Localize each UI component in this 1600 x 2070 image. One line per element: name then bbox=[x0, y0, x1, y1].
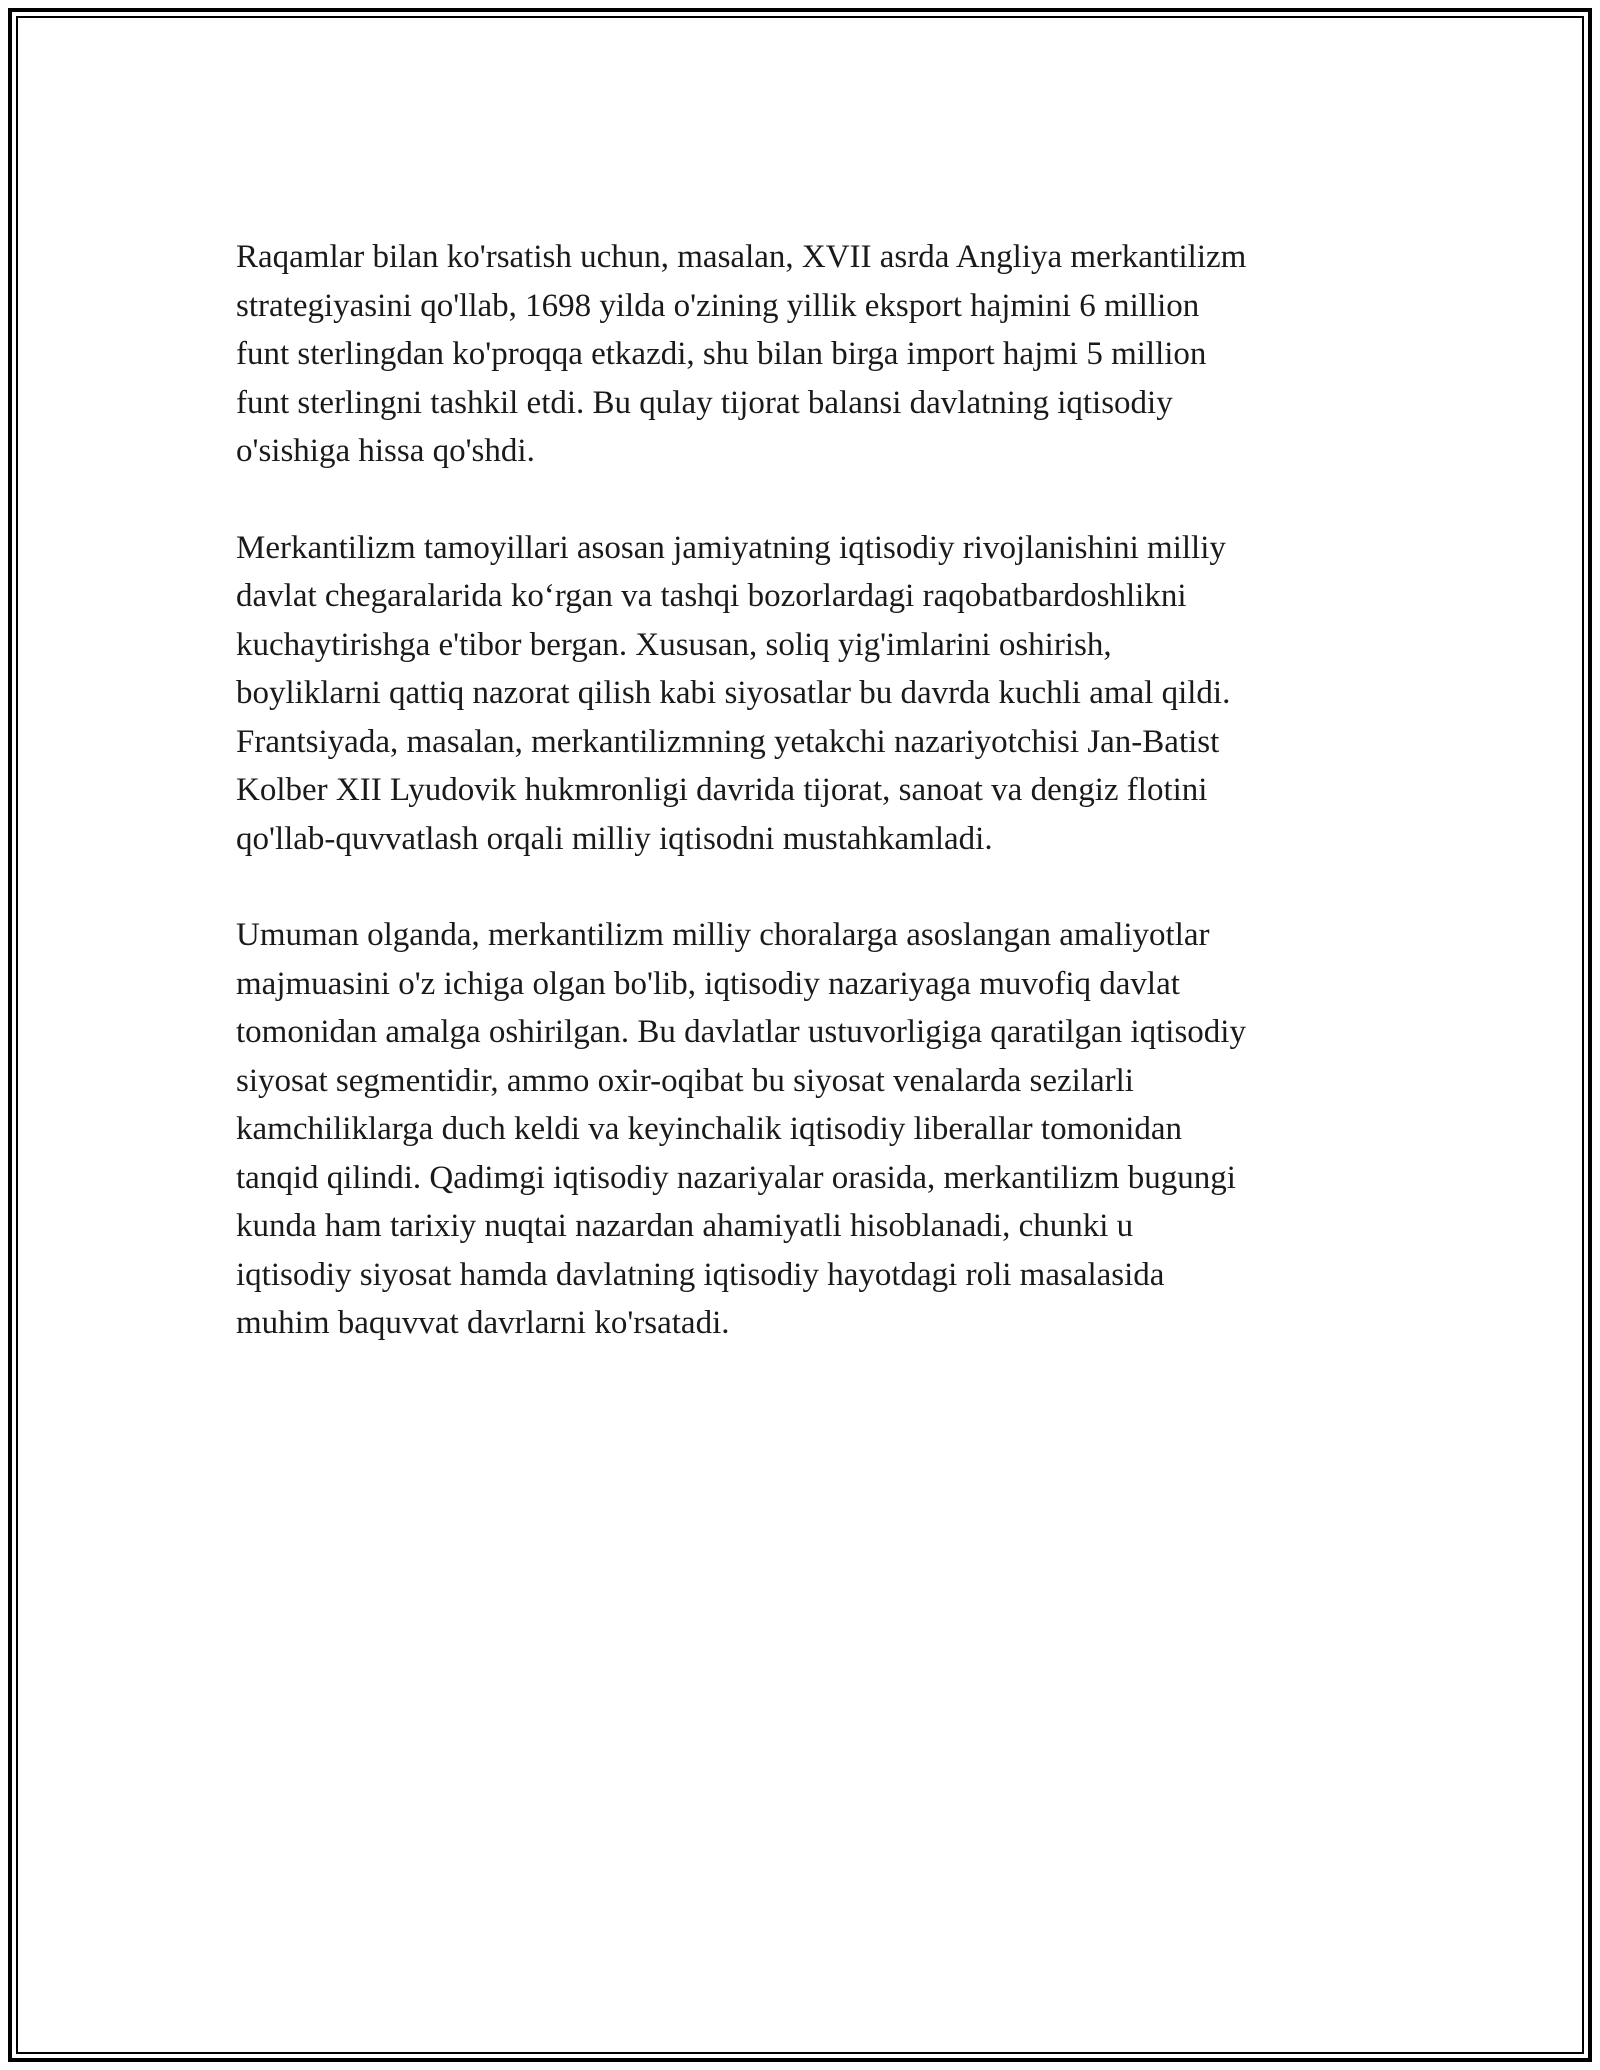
paragraph-3 bbox=[236, 911, 1376, 1348]
text-line: siyosat segmentidir, ammo oxir-oqibat bu siyosat venalarda sezilarli bbox=[236, 1062, 1134, 1099]
text-line: iqtisodiy siyosat hamda davlatning iqtisodiy hayotdagi roli masalasida bbox=[236, 1256, 1165, 1293]
text-line: o'sishiga hissa qo'shdi. bbox=[236, 433, 535, 469]
text-line: muhim baquvvat davrlarni ko'rsatadi. bbox=[236, 1305, 730, 1341]
text-line: kunda ham tarixiy nuqtai nazardan ahamiyatli hisoblanadi, chunki u bbox=[236, 1208, 1134, 1244]
paragraph-1 bbox=[236, 233, 1376, 476]
text-line: kamchiliklarga duch keldi va keyinchalik iqtisodiy liberallar tomonidan bbox=[236, 1111, 1183, 1147]
text-line: davlat chegaralarida ko‘rgan va tashqi bozorlardagi raqobatbardoshlikni bbox=[236, 578, 1187, 614]
text-line: Frantsiyada, masalan, merkantilizmning yetakchi nazariyotchisi Jan-Batist bbox=[236, 723, 1220, 760]
text-line: Kolber XII Lyudovik hukmronligi davrida tijorat, sanoat va dengiz flotini bbox=[236, 772, 1208, 808]
text-line: qo'llab-quvvatlash orqali milliy iqtisodni mustahkamladi. bbox=[236, 820, 993, 857]
text-line: strategiyasini qo'llab, 1698 yilda o'zining yillik eksport hajmini 6 million bbox=[236, 287, 1200, 324]
text-line: Raqamlar bilan ko'rsatish uchun, masalan, XVII asrda Angliya merkantilizm bbox=[236, 239, 1247, 275]
text-line: kuchaytirishga e'tibor bergan. Xususan, soliq yig'imlarini oshirish, bbox=[236, 626, 1112, 663]
text-line: funt sterlingdan ko'proqqa etkazdi, shu bilan birga import hajmi 5 million bbox=[236, 336, 1207, 372]
text-line: tanqid qilindi. Qadimgi iqtisodiy nazariyalar orasida, merkantilizm bugungi bbox=[236, 1159, 1236, 1196]
text-line: boyliklarni qattiq nazorat qilish kabi siyosatlar bu davrda kuchli amal qildi. bbox=[236, 675, 1231, 711]
document-body bbox=[236, 233, 1376, 1396]
text-line: Umuman olganda, merkantilizm milliy choralarga asoslangan amaliyotlar bbox=[236, 917, 1210, 953]
paragraph-2 bbox=[236, 524, 1376, 864]
text-line: Merkantilizm tamoyillari asosan jamiyatning iqtisodiy rivojlanishini milliy bbox=[236, 529, 1226, 566]
text-line: funt sterlingni tashkil etdi. Bu qulay tijorat balansi davlatning iqtisodiy bbox=[236, 384, 1173, 421]
text-line: majmuasini o'z ichiga olgan bo'lib, iqtisodiy nazariyaga muvofiq davlat bbox=[236, 965, 1180, 1002]
text-line: tomonidan amalga oshirilgan. Bu davlatlar ustuvorligiga qaratilgan iqtisodiy bbox=[236, 1014, 1246, 1050]
